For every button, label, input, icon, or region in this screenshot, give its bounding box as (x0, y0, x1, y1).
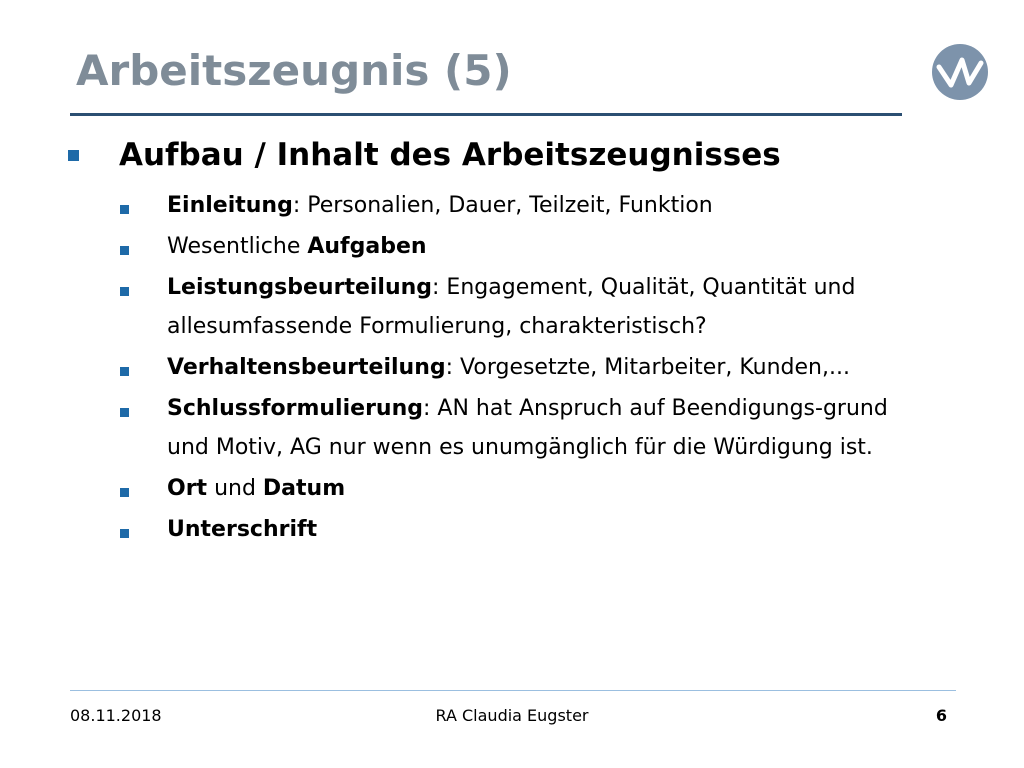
list-item-text (167, 227, 927, 266)
square-bullet-icon (120, 246, 129, 255)
main-bullet (68, 133, 781, 177)
list-item-text (167, 268, 927, 346)
list-item (120, 194, 950, 225)
list-item-keyword: Ort (167, 476, 208, 501)
list-item-detail: : Vorgesetzte, Mitarbeiter, Kunden,... (445, 355, 850, 380)
list-item (120, 397, 950, 467)
list-item-prefix: Wesentliche (167, 234, 308, 259)
square-bullet-icon (120, 488, 129, 497)
list-item-detail: : Personalien, Dauer, Teilzeit, Funktion (292, 193, 713, 218)
list-item-text (167, 510, 927, 549)
list-item (120, 518, 950, 549)
footer-date: 08.11.2018 (70, 706, 162, 725)
square-bullet-icon (120, 408, 129, 417)
list-item (120, 235, 950, 266)
list-item (120, 276, 950, 346)
square-bullet-icon (68, 150, 79, 161)
list-item-keyword: Unterschrift (167, 517, 318, 542)
footer-author: RA Claudia Eugster (435, 706, 589, 725)
wave-logo-icon (931, 43, 989, 101)
list-item-text (167, 348, 927, 387)
list-item-text (167, 389, 927, 467)
list-item-text (167, 186, 927, 225)
sub-bullet-list (120, 194, 950, 559)
list-item-keyword: Datum (262, 476, 346, 501)
square-bullet-icon (120, 205, 129, 214)
list-item-keyword: Schlussformulierung (167, 396, 423, 421)
square-bullet-icon (120, 367, 129, 376)
square-bullet-icon (120, 529, 129, 538)
slide-title: Arbeitszeugnis (5) (76, 46, 512, 95)
list-item-keyword: Verhaltensbeurteilung (167, 355, 446, 380)
footer-divider (70, 690, 956, 691)
square-bullet-icon (120, 287, 129, 296)
list-item-connector: und (207, 476, 263, 501)
title-underline (70, 113, 902, 116)
list-item-keyword: Leistungsbeurteilung (167, 275, 433, 300)
page-number: 6 (935, 706, 947, 725)
list-item (120, 477, 950, 508)
list-item-detail: : AN hat Anspruch auf Beendigungs-grund und Motiv, AG nur wenn es unumgänglich für die Würdigung ist. (167, 396, 888, 460)
list-item-keyword: Aufgaben (307, 234, 427, 259)
list-item-detail: : Engagement, Qualität, Quantität und allesumfassende Formulierung, charakteristisch? (167, 275, 856, 339)
list-item-keyword: Einleitung (167, 193, 293, 218)
list-item (120, 356, 950, 387)
main-bullet-text: Aufbau / Inhalt des Arbeitszeugnisses (119, 137, 781, 173)
list-item-text (167, 469, 927, 508)
